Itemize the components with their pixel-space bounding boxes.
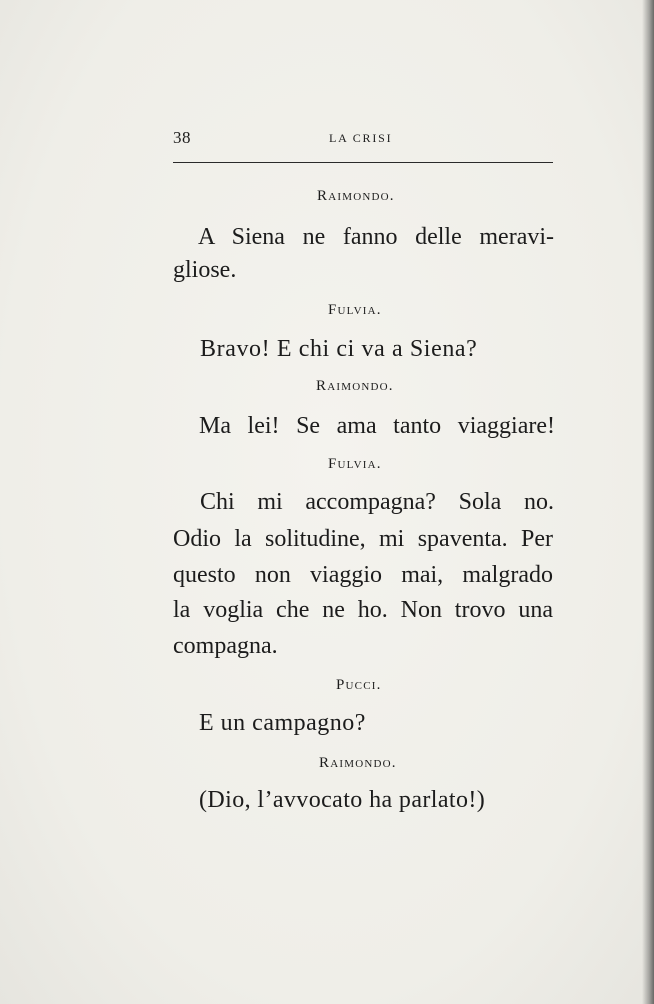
- dialogue-line: E un campagno?: [199, 710, 366, 736]
- speaker-name: Pucci.: [336, 677, 382, 693]
- speaker-name: Fulvia.: [328, 302, 382, 318]
- dialogue-line: Bravo! E chi ci va a Siena?: [200, 336, 478, 362]
- speaker-name: Fulvia.: [328, 456, 382, 472]
- header-rule: [173, 162, 553, 163]
- page-number: 38: [173, 128, 191, 147]
- running-head: [173, 128, 553, 152]
- dialogue-line: Odio la solitudine, mi spaventa. Per: [173, 526, 553, 552]
- page-edge-shadow: [642, 0, 654, 1004]
- running-title: LA CRISI: [329, 131, 393, 145]
- dialogue-line: la voglia che ne ho. Non trovo una: [173, 597, 553, 623]
- dialogue-line: A Siena ne fanno delle meravi-: [198, 224, 554, 250]
- dialogue-line: compagna.: [173, 633, 278, 659]
- dialogue-line: questo non viaggio mai, malgrado: [173, 562, 553, 588]
- speaker-name: Raimondo.: [319, 755, 397, 771]
- speaker-name: Raimondo.: [316, 378, 394, 394]
- speaker-name: Raimondo.: [317, 188, 395, 204]
- dialogue-line: (Dio, l’avvocato ha parlato!): [199, 787, 486, 813]
- dialogue-line: Chi mi accompagna? Sola no.: [200, 489, 554, 515]
- dialogue-line: gliose.: [173, 257, 237, 283]
- dialogue-line: Ma lei! Se ama tanto viaggiare!: [199, 413, 555, 439]
